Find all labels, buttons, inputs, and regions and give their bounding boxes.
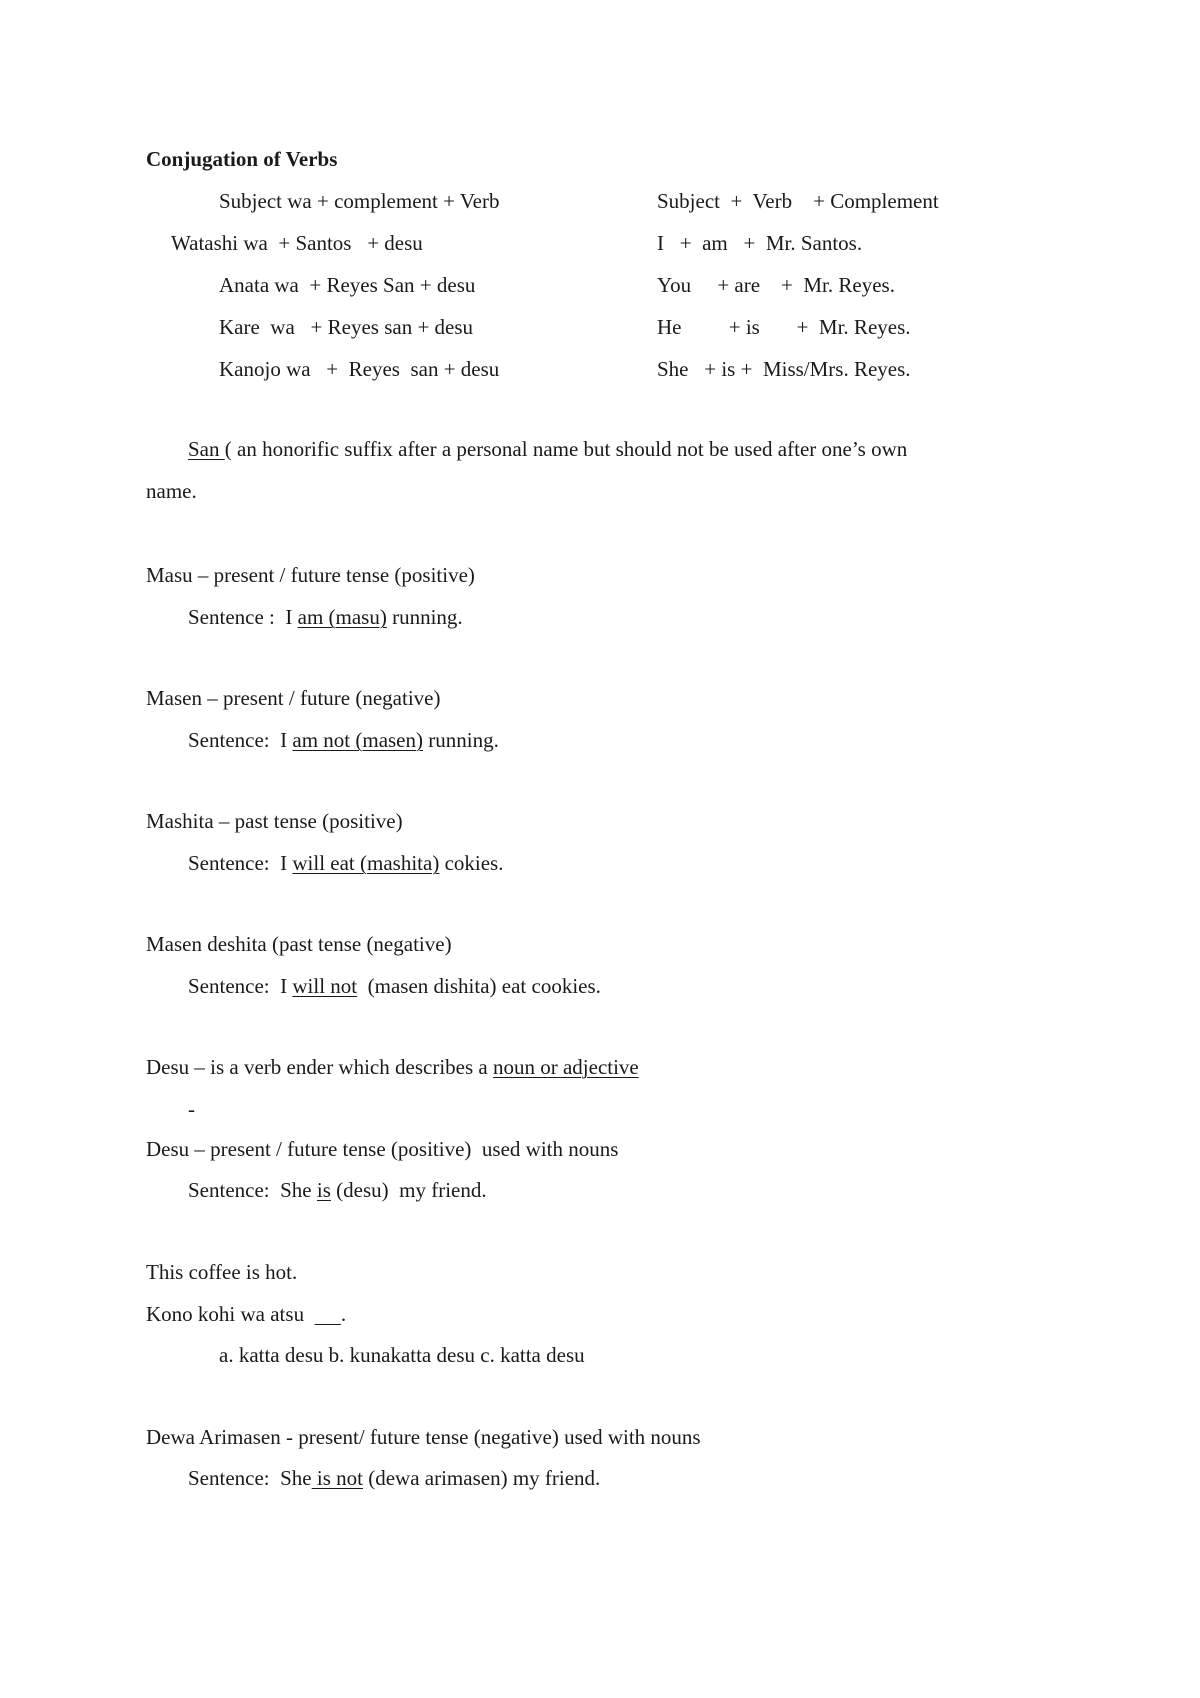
sentence-prefix: Sentence : I [188, 605, 298, 629]
english-example-row: You + are + Mr. Reyes. [657, 273, 895, 297]
masen-definition: Masen – present / future (negative) [146, 686, 441, 710]
exercise-period: . [340, 1302, 347, 1326]
sentence-suffix: cokies. [439, 851, 504, 875]
japanese-example-row: Watashi wa + Santos + desu [171, 231, 423, 255]
masu-definition: Masu – present / future tense (positive) [146, 563, 475, 587]
japanese-formula-header: Subject wa + complement + Verb [219, 189, 500, 213]
exercise-english: This coffee is hot. [146, 1260, 298, 1284]
sentence-highlight: am (masu) [297, 605, 387, 629]
answer-blank [315, 1302, 341, 1326]
sentence-suffix: running. [423, 728, 499, 752]
san-note-line [188, 439, 907, 460]
sentence-prefix: Sentence: I [188, 851, 293, 875]
desu-intro-highlight: noun or adjective [492, 1055, 639, 1079]
masen-sentence [188, 730, 499, 751]
desu-intro-text: Desu – is a verb ender which describes a [146, 1055, 493, 1079]
desu-sentence [188, 1180, 487, 1201]
dewa-arimasen-sentence [188, 1468, 600, 1489]
japanese-example-row: Kare wa + Reyes san + desu [219, 315, 474, 339]
sentence-suffix: running. [386, 605, 463, 629]
desu-definition: Desu – present / future tense (positive) used with nouns [146, 1137, 619, 1161]
san-term: San [188, 437, 225, 461]
sentence-prefix: Sentence: She [188, 1178, 317, 1202]
english-example-row: He + is + Mr. Reyes. [657, 315, 911, 339]
sentence-prefix: Sentence: She [188, 1466, 312, 1490]
dash-marker: - [188, 1097, 195, 1121]
sentence-prefix: Sentence: I [188, 728, 293, 752]
masen-deshita-definition: Masen deshita (past tense (negative) [146, 932, 452, 956]
exercise-choices: a. katta desu b. kunakatta desu c. katta desu [219, 1343, 585, 1367]
sentence-highlight: is [316, 1178, 331, 1202]
english-formula-header: Subject + Verb + Complement [657, 189, 939, 213]
dewa-arimasen-definition: Dewa Arimasen - present/ future tense (negative) used with nouns [146, 1425, 701, 1449]
mashita-definition: Mashita – past tense (positive) [146, 809, 403, 833]
sentence-prefix: Sentence: I [188, 974, 293, 998]
sentence-highlight: am not (masen) [292, 728, 423, 752]
japanese-example-row: Kanojo wa + Reyes san + desu [219, 357, 500, 381]
sentence-suffix: (desu) my friend. [330, 1178, 487, 1202]
english-example-row: I + am + Mr. Santos. [657, 231, 863, 255]
san-note-text: ( an honorific suffix after a personal name but should not be used after one’s own [224, 437, 908, 461]
exercise-japanese [146, 1304, 346, 1325]
sentence-suffix: (dewa arimasen) my friend. [362, 1466, 601, 1490]
sentence-highlight: will eat (mashita) [292, 851, 440, 875]
mashita-sentence [188, 853, 503, 874]
english-example-row: She + is + Miss/Mrs. Reyes. [657, 357, 911, 381]
masu-sentence [188, 607, 463, 628]
sentence-suffix: (masen dishita) eat cookies. [357, 974, 601, 998]
page-heading: Conjugation of Verbs [146, 147, 338, 171]
san-note-continuation: name. [146, 479, 197, 503]
masen-deshita-sentence [188, 976, 601, 997]
exercise-japanese-text: Kono kohi wa atsu [146, 1302, 315, 1326]
sentence-highlight: is not [311, 1466, 363, 1490]
sentence-highlight: will not [292, 974, 358, 998]
japanese-example-row: Anata wa + Reyes San + desu [219, 273, 476, 297]
desu-intro [146, 1057, 639, 1078]
